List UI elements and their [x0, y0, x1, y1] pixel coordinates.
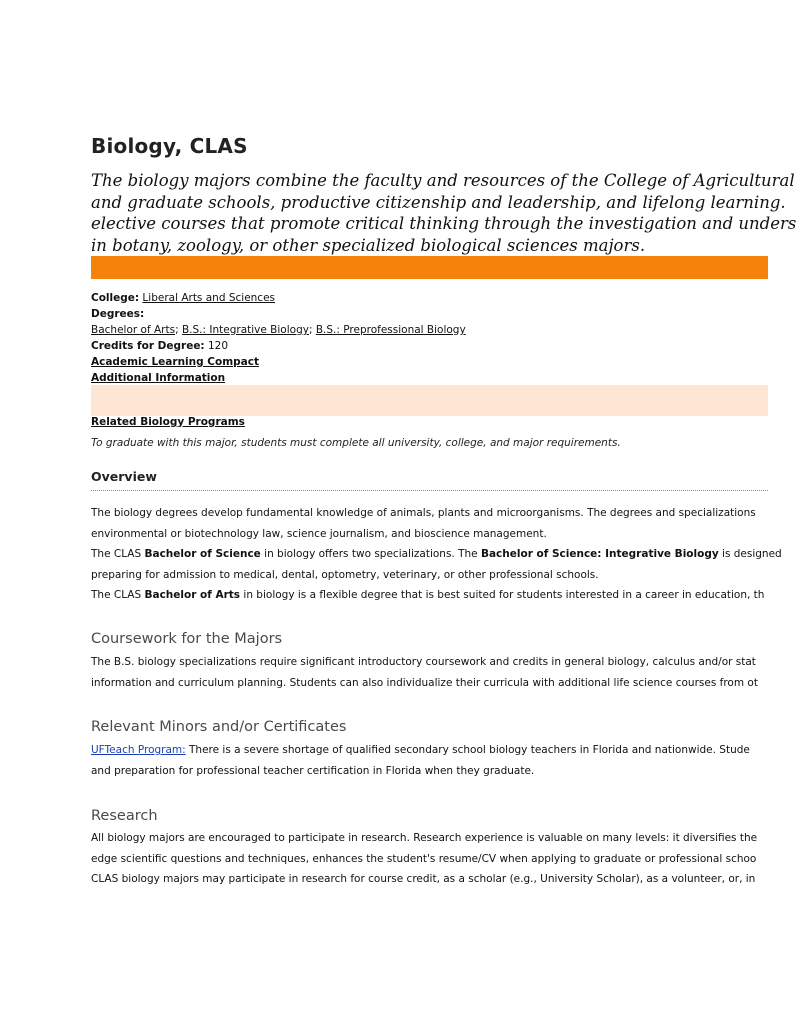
coursework-paragraph — [91, 652, 758, 693]
text-run: There is a severe shortage of qualified secondary school biology teachers in Florida and nationwide. Stude — [185, 744, 750, 756]
separator: ; — [308, 324, 313, 336]
coursework-line: The B.S. biology specializations require significant introductory coursework and credits in general biology, calculus and/or stat — [91, 656, 756, 668]
research-paragraph — [91, 828, 757, 890]
text-run-bold: Bachelor of Science: Integrative Biology — [480, 548, 719, 560]
text-run: The CLAS — [91, 589, 145, 601]
degree-link-bs-integrative[interactable]: B.S.: Integrative Biology — [181, 324, 309, 336]
intro-line: in botany, zoology, or other specialized biological sciences majors. — [91, 235, 646, 255]
overview-line: environmental or biotechnology law, science journalism, and bioscience management. — [91, 527, 547, 540]
credits-label: Credits for Degree: — [91, 340, 205, 352]
page-title: Biology, CLAS — [91, 134, 248, 158]
degrees-label: Degrees: — [91, 308, 145, 320]
separator: ; — [175, 324, 179, 336]
research-line: edge scientific questions and techniques, enhances the student's resume/CV when applying to graduate or professional schoo — [91, 852, 757, 865]
degree-link-bs-preprofessional[interactable]: B.S.: Preprofessional Biology — [315, 324, 466, 336]
related-programs-link[interactable]: Related Biology Programs — [91, 416, 245, 428]
intro-paragraph — [91, 170, 796, 256]
text-run: The CLAS — [91, 548, 145, 560]
text-run-bold: Bachelor of Arts — [144, 589, 241, 601]
overview-line: preparing for admission to medical, dental, optometry, veterinary, or other professional schools. — [91, 568, 599, 581]
ufteach-link[interactable]: UFTeach Program: — [91, 744, 186, 756]
overview-paragraph — [91, 503, 782, 606]
graduation-note: To graduate with this major, students must complete all university, college, and major requirements. — [91, 437, 621, 449]
orange-divider-bar — [91, 256, 768, 279]
degree-link-ba[interactable]: Bachelor of Arts — [91, 324, 176, 336]
research-heading: Research — [91, 808, 158, 824]
text-run: is designed — [718, 548, 782, 560]
text-run: in biology is a flexible degree that is best suited for students interested in a career in education, th — [240, 589, 765, 601]
minors-line — [91, 740, 750, 761]
intro-line: and graduate schools, productive citizenship and leadership, and lifelong learning. — [91, 192, 786, 212]
overview-line — [91, 544, 782, 565]
additional-info-link[interactable]: Additional Information — [91, 372, 226, 384]
research-line: CLAS biology majors may participate in research for course credit, as a scholar (e.g., University Scholar), as a volunteer, or, in — [91, 873, 756, 885]
college-label: College: — [91, 292, 140, 304]
academic-compact-link[interactable]: Academic Learning Compact — [91, 356, 259, 368]
text-run: in biology offers two specializations. The — [260, 548, 481, 560]
peach-band — [91, 385, 768, 416]
overview-line: The biology degrees develop fundamental knowledge of animals, plants and microorganisms. The degrees and specializations — [91, 507, 756, 519]
minors-paragraph — [91, 740, 750, 781]
minors-line: and preparation for professional teacher certification in Florida when they graduate. — [91, 764, 535, 777]
intro-line: elective courses that promote critical thinking through the investigation and unders — [91, 214, 796, 233]
minors-heading: Relevant Minors and/or Certificates — [91, 719, 347, 735]
overview-heading: Overview — [91, 469, 157, 484]
research-line: All biology majors are encouraged to participate in research. Research experience is valuable on many levels: it diversifies the — [91, 832, 758, 844]
dotted-divider — [91, 490, 768, 491]
coursework-heading: Coursework for the Majors — [91, 631, 283, 647]
college-link[interactable]: Liberal Arts and Sciences — [142, 292, 276, 304]
overview-line — [91, 585, 782, 606]
credits-value: 120 — [207, 340, 229, 352]
document-page — [91, 0, 796, 1024]
degree-meta — [91, 290, 466, 386]
text-run-bold: Bachelor of Science — [144, 548, 261, 560]
coursework-line: information and curriculum planning. Students can also individualize their curricula with additional life science courses from ot — [91, 676, 758, 689]
intro-line: The biology majors combine the faculty and resources of the College of Agricultural — [91, 171, 795, 190]
